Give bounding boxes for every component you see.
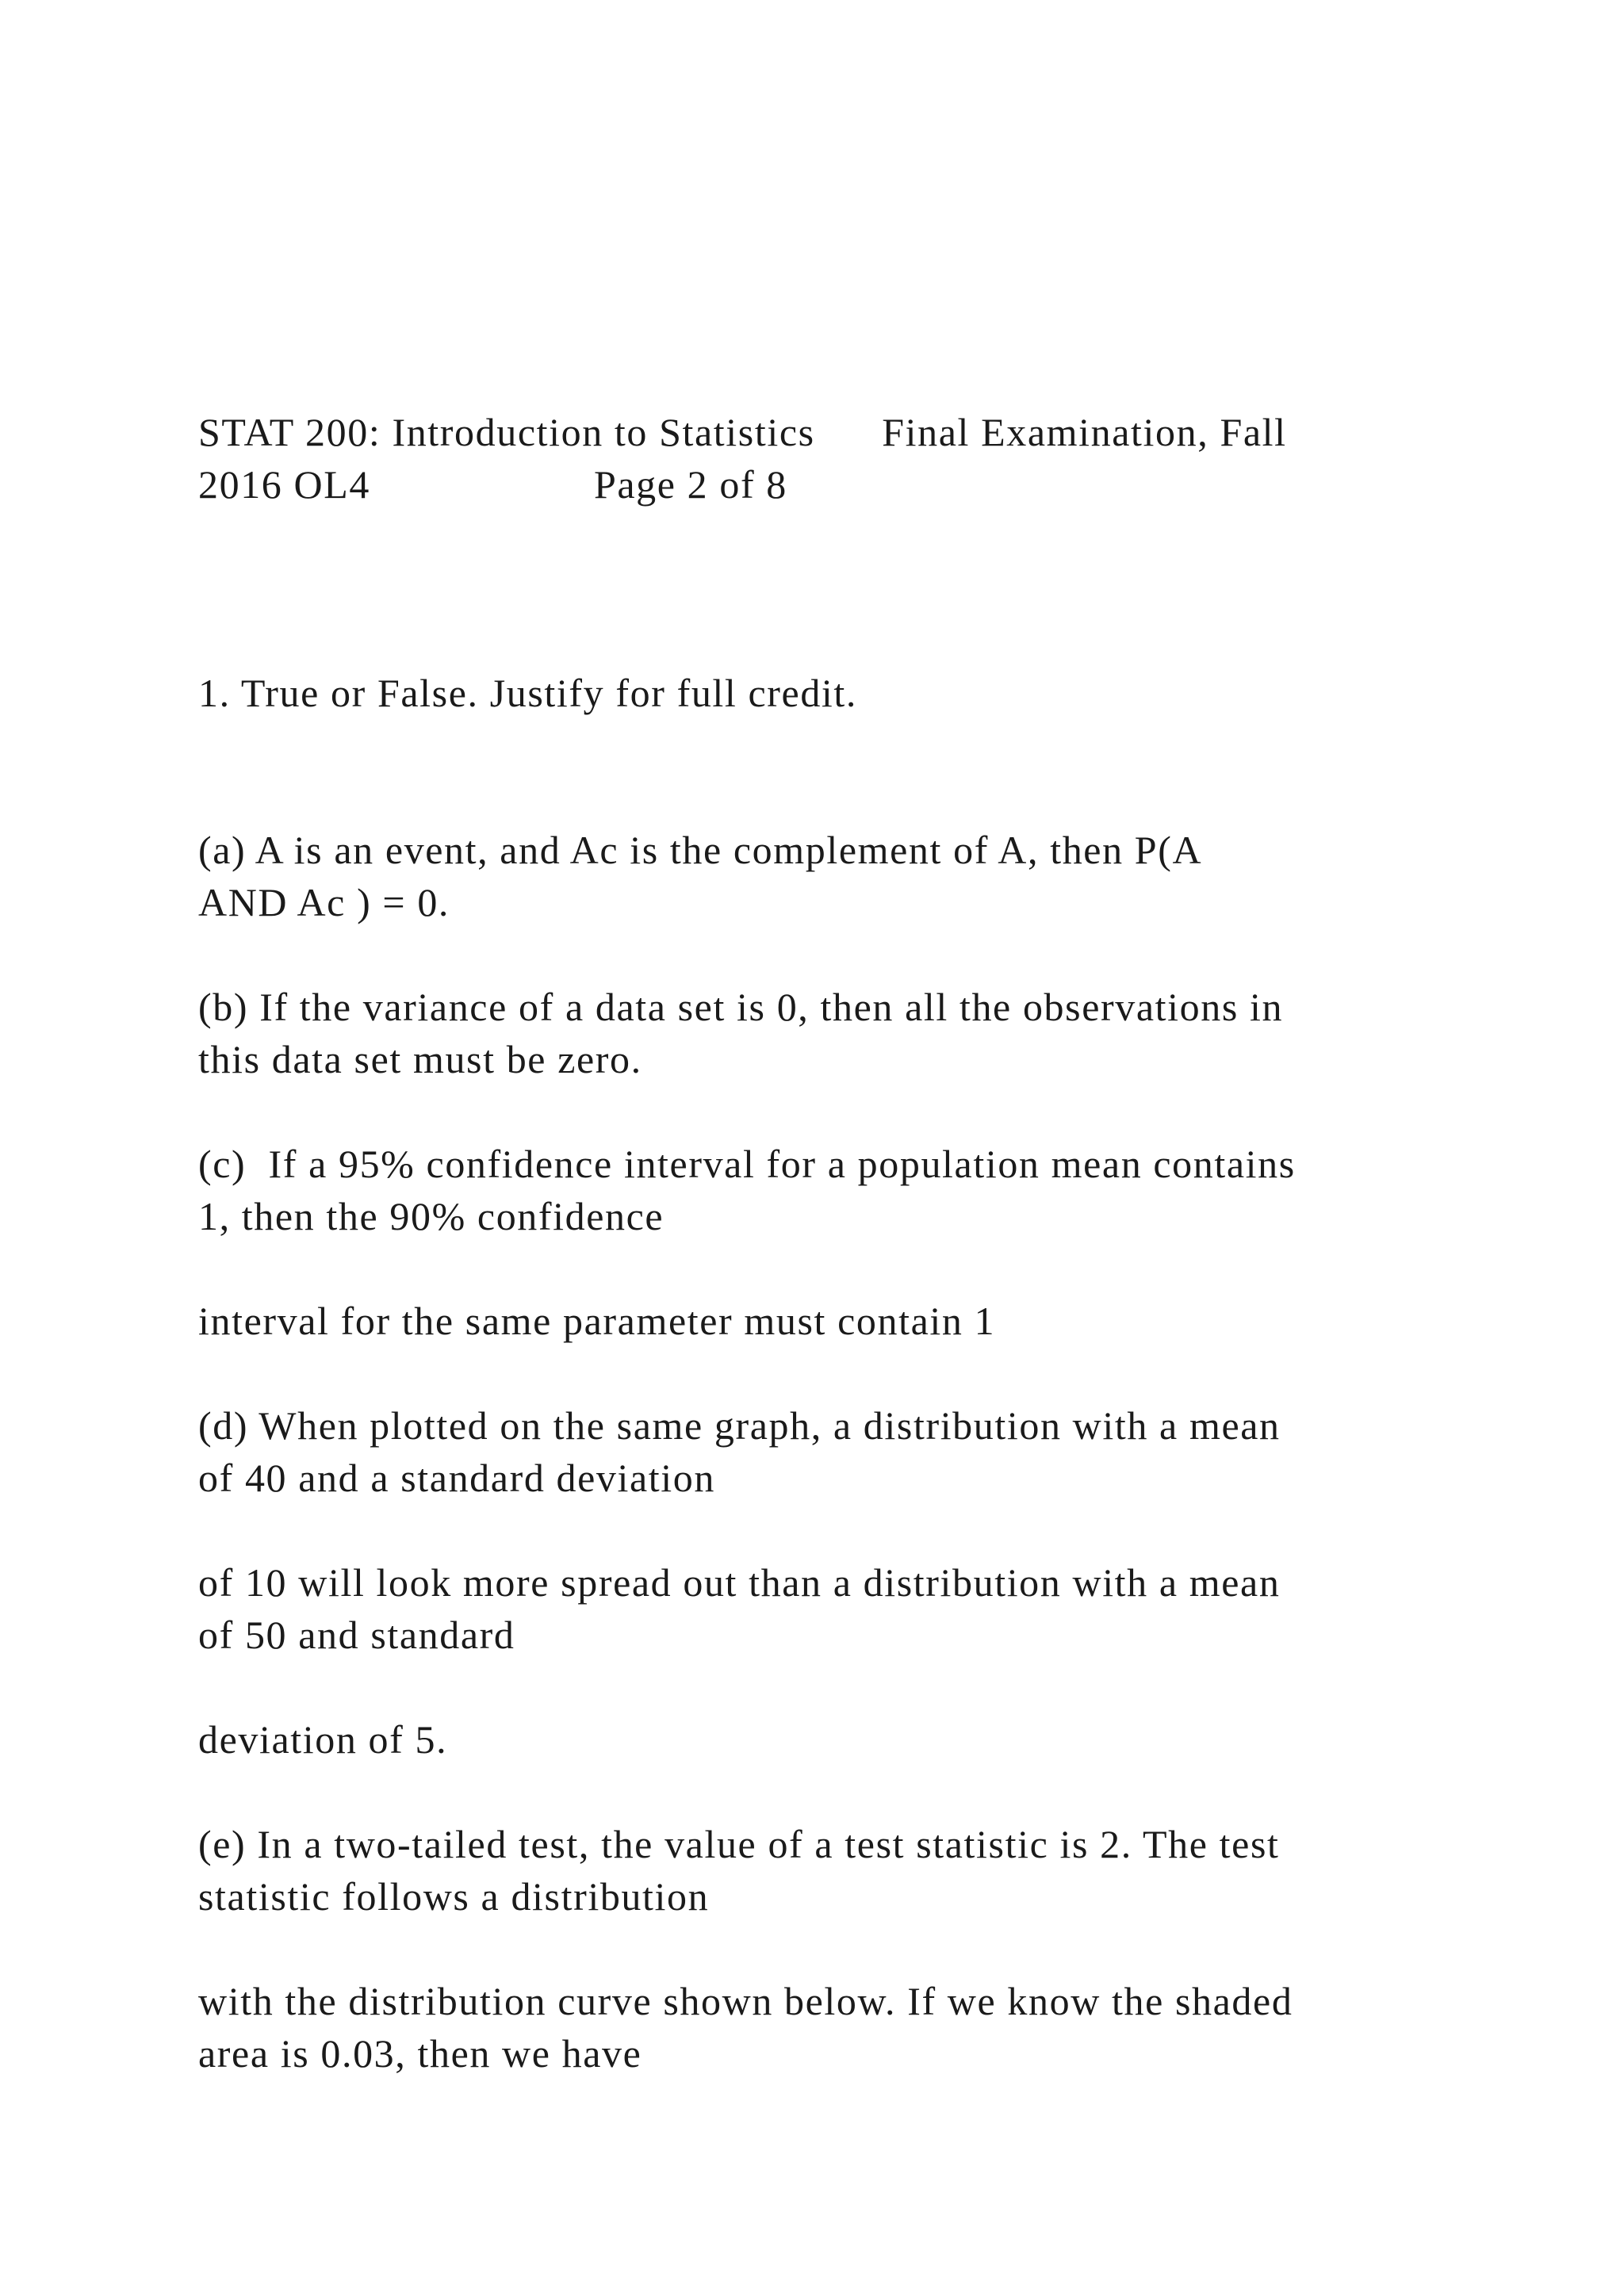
question-1d-line-1: (d) When plotted on the same graph, a distribution with a mean [198,1403,1281,1448]
question-1e-line-1: (e) In a two-tailed test, the value of a test statistic is 2. The test [198,1822,1280,1866]
question-1c-line-1: (c) If a 95% confidence interval for a population mean contains [198,1142,1296,1186]
question-1b-line-1: (b) If the variance of a data set is 0, then all the observations in [198,985,1284,1029]
header-course-title: STAT 200: Introduction to Statistics Final Examination, Fall [198,410,1287,454]
question-1d-line-4: of 50 and standard [198,1613,515,1657]
header-page-info: 2016 OL4 Page 2 of 8 [198,462,787,507]
question-1a-line-2: AND Ac ) = 0. [198,880,450,924]
question-1a-line-1: (a) A is an event, and Ac is the complement of A, then P(A [198,828,1203,872]
question-1c-line-3: interval for the same parameter must contain 1 [198,1299,996,1343]
question-1-title: 1. True or False. Justify for full credit. [198,671,858,715]
question-1d-line-3: of 10 will look more spread out than a distribution with a mean [198,1560,1281,1605]
question-1e-line-2: statistic follows a distribution [198,1874,710,1919]
question-1e-line-3: with the distribution curve shown below. If we know the shaded [198,1979,1293,2023]
question-1e-line-4: area is 0.03, then we have [198,2031,642,2076]
question-1c-line-2: 1, then the 90% confidence [198,1194,665,1238]
question-1b-line-2: this data set must be zero. [198,1037,642,1081]
question-1d-line-5: deviation of 5. [198,1717,448,1762]
question-1d-line-2: of 40 and a standard deviation [198,1456,715,1500]
